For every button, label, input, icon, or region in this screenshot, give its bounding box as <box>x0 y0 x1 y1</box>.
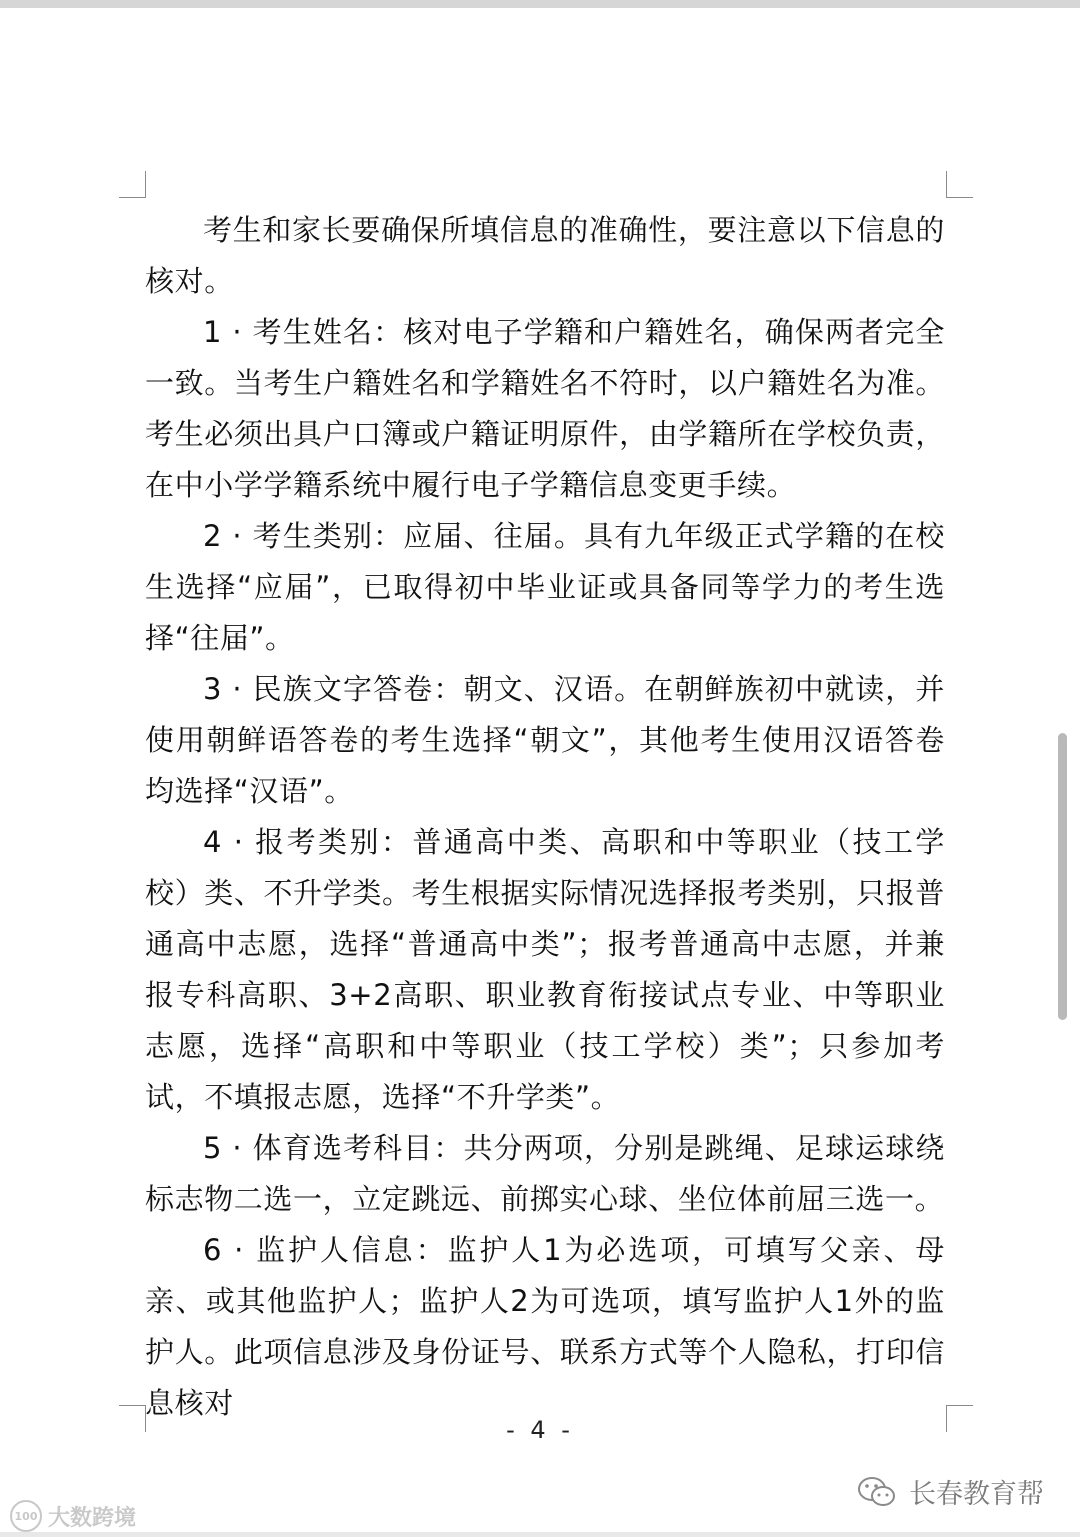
watermark-left <box>10 1500 136 1532</box>
wechat-icon <box>857 1475 897 1509</box>
watermark-left-text: 大数跨境 <box>48 1505 137 1531</box>
paragraph-item-3: 3 · 民族文字答卷：朝文、汉语。在朝鲜族初中就读，并使用朝鲜语答卷的考生选择“朝文”，其他考生使用汉语答卷均选择“汉语”。 <box>145 672 945 808</box>
bottom-edge <box>0 1532 1080 1537</box>
document-body <box>145 205 945 1429</box>
corner-mark-top-left <box>119 171 146 198</box>
watermark-logo-icon: 100 <box>10 1500 42 1532</box>
paragraph-item-2: 2 · 考生类别：应届、往届。具有九年级正式学籍的在校生选择“应届”，已取得初中毕业证或具备同等学力的考生选择“往届”。 <box>145 519 945 655</box>
paragraph-item-6: 6 · 监护人信息：监护人1为必选项，可填写父亲、母亲、或其他监护人；监护人2为可选项，填写监护人1外的监护人。此项信息涉及身份证号、联系方式等个人隐私，打印信息核对 <box>145 1233 945 1420</box>
vertical-scrollbar[interactable] <box>1058 733 1067 1020</box>
paragraph-intro: 考生和家长要确保所填信息的准确性，要注意以下信息的核对。 <box>145 213 945 298</box>
paragraph-item-1: 1 · 考生姓名：核对电子学籍和户籍姓名，确保两者完全一致。当考生户籍姓名和学籍姓名不符时，以户籍姓名为准。考生必须出具户口簿或户籍证明原件，由学籍所在学校负责，在中小学学籍系统中履行电子学籍信息变更手续。 <box>145 315 945 502</box>
page-number: - 4 - <box>506 1416 574 1444</box>
corner-mark-top-right <box>946 171 973 198</box>
paragraph-item-4: 4 · 报考类别：普通高中类、高职和中等职业（技工学校）类、不升学类。考生根据实际情况选择报考类别，只报普通高中志愿，选择“普通高中类”；报考普通高中志愿，并兼报专科高职、3+2高职、职业教育衔接试点专业、中等职业志愿，选择“高职和中等职业（技工学校）类”；只参加考试，不填报志愿，选择“不升学类”。 <box>145 825 945 1114</box>
watermark-right <box>857 1472 1044 1511</box>
watermark-right-text: 长春教育帮 <box>909 1479 1044 1510</box>
top-edge <box>0 0 1080 8</box>
paragraph-item-5: 5 · 体育选考科目：共分两项，分别是跳绳、足球运球绕标志物二选一，立定跳远、前掷实心球、坐位体前屈三选一。 <box>145 1131 945 1216</box>
